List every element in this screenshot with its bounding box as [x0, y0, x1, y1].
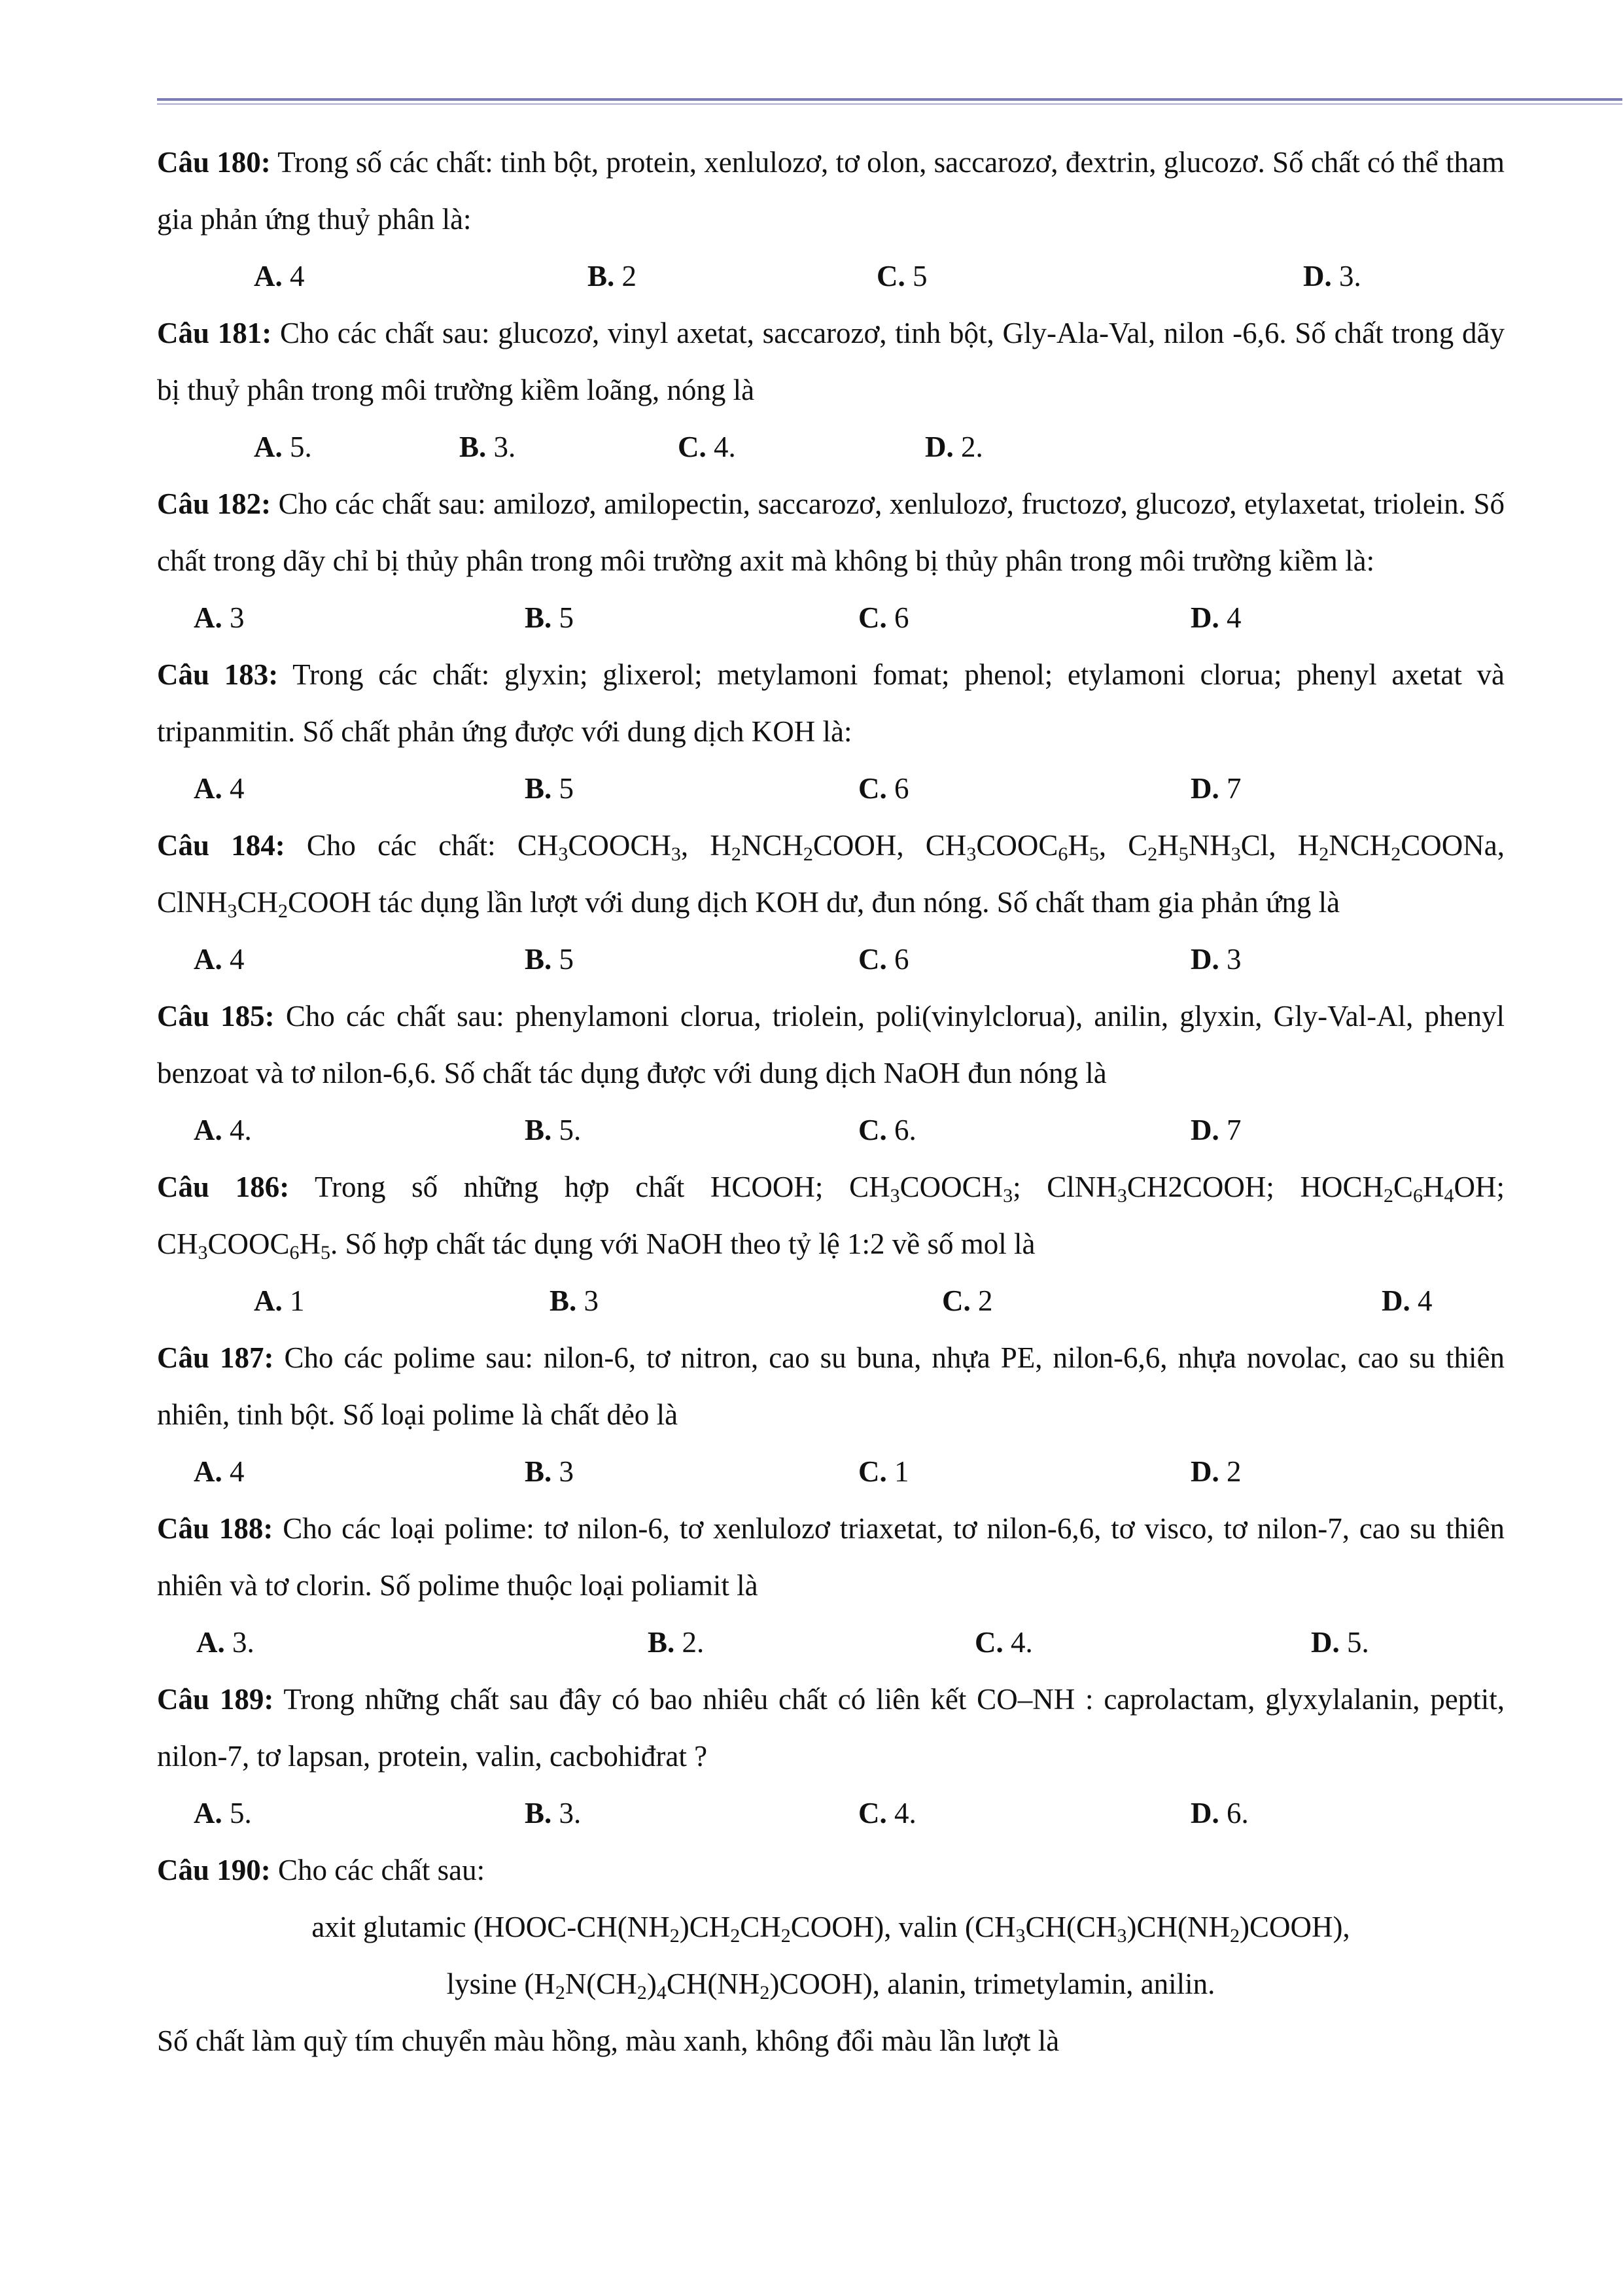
question-label: Câu 188:	[157, 1512, 273, 1545]
question-label: Câu 187:	[157, 1341, 274, 1374]
option-b: B. 3.	[459, 431, 516, 463]
options-186	[157, 1273, 1505, 1330]
question-181	[157, 305, 1505, 419]
question-189	[157, 1671, 1505, 1785]
question-text: Cho các chất sau: glucozơ, vinyl axetat, saccarozơ, tinh bột, Gly-Ala-Val, nilon -6,6. Số chất trong dãy bị thuỷ phân trong môi trường kiềm loãng, nóng là	[157, 317, 1505, 406]
option-a: A. 1	[254, 1284, 305, 1317]
question-182	[157, 476, 1505, 590]
option-b: B. 2.	[648, 1626, 705, 1659]
question-text: Cho các chất sau:	[278, 1854, 485, 1886]
option-d: D. 6.	[1191, 1797, 1249, 1829]
option-a: A. 4	[194, 772, 245, 805]
option-d: D. 2	[1191, 1455, 1242, 1488]
option-a: A. 3	[194, 601, 245, 634]
option-d: D. 7	[1191, 1114, 1242, 1146]
question-text: Cho các polime sau: nilon-6, tơ nitron, cao su buna, nhựa PE, nilon-6,6, nhựa novolac, cao su thiên nhiên, tinh bột. Số loại polime là chất dẻo là	[157, 1341, 1505, 1431]
options-188	[157, 1614, 1505, 1671]
question-190	[157, 1842, 1505, 1899]
option-b: B. 5	[525, 943, 574, 976]
option-a: A. 4	[194, 1455, 245, 1488]
option-a: A. 4	[194, 943, 245, 976]
options-183	[157, 760, 1505, 817]
options-182	[157, 590, 1505, 646]
compound-line-1: axit glutamic $(HOOC-CH(NH_2)CH_2CH_2COOH)$, valin $(CH_3CH(CH_3)CH(NH_2)COOH)$,	[311, 1911, 1350, 1947]
options-181	[157, 419, 1505, 476]
question-label: Câu 189:	[157, 1683, 274, 1716]
option-c: C. 6	[858, 601, 909, 634]
question-label: Câu 185:	[157, 1000, 275, 1033]
option-c: C. 6	[858, 943, 909, 976]
option-d: D. 7	[1191, 772, 1242, 805]
question-text: Cho các chất sau: phenylamoni clorua, triolein, poli(vinylclorua), anilin, glyxin, Gly-Val-Al, phenyl benzoat và tơ nilon-6,6. Số chất tác dụng được với dung dịch NaOH đun nóng là	[157, 1000, 1505, 1089]
option-c: C. 6.	[858, 1114, 916, 1146]
question-text: Trong những chất sau đây có bao nhiêu chất có liên kết CO–NH : caprolactam, glyxylalanin, peptit, nilon-7, tơ lapsan, protein, valin, cacbohiđrat ?	[157, 1683, 1505, 1773]
question-label: Câu 186:	[157, 1171, 290, 1203]
option-b: B. 2	[587, 260, 637, 292]
option-b: B. 5	[525, 772, 574, 805]
question-text: Trong các chất: glyxin; glixerol; metylamoni fomat; phenol; etylamoni clorua; phenyl axetat và tripanmitin. Số chất phản ứng được với dung dịch KOH là:	[157, 658, 1505, 748]
question-label: Câu 184:	[157, 829, 285, 862]
option-b: B. 5.	[525, 1114, 582, 1146]
option-d: D. 3.	[1303, 260, 1361, 292]
option-a: A. 3.	[196, 1626, 254, 1659]
question-text: Cho các loại polime: tơ nilon-6, tơ xenlulozơ triaxetat, tơ nilon-6,6, tơ visco, tơ nilon-7, cao su thiên nhiên và tơ clorin. Số polime thuộc loại poliamit là	[157, 1512, 1505, 1602]
option-a: A. 4	[254, 260, 305, 292]
option-c: C. 5	[877, 260, 928, 292]
options-184	[157, 931, 1505, 988]
question-label: Câu 182:	[157, 487, 271, 520]
question-text: Cho các chất sau: amilozơ, amilopectin, saccarozơ, xenlulozơ, fructozơ, glucozơ, etylaxetat, triolein. Số chất trong dãy chỉ bị thủy phân trong môi trường axit mà không bị thủy phân trong môi trường kiềm là:	[157, 487, 1505, 577]
question-180	[157, 134, 1505, 248]
question-text: Trong số những hợp chất HCOOH; $CH_3COOCH_3$; ClNH$_3$CH2COOH; $HOCH_2C_6H_4OH$; $CH_3COOC_6H_5$. Số hợp chất tác dụng với NaOH theo tỷ lệ 1:2 về số mol là	[157, 1171, 1505, 1263]
question-tail: Số chất làm quỳ tím chuyển màu hồng, màu xanh, không đổi màu lần lượt là	[157, 2024, 1060, 2057]
question-label: Câu 190:	[157, 1854, 271, 1886]
options-187	[157, 1443, 1505, 1500]
option-c: C. 4.	[975, 1626, 1033, 1659]
header-rule-thin	[157, 103, 1622, 105]
option-c: C. 4.	[858, 1797, 916, 1829]
options-189	[157, 1785, 1505, 1842]
option-c: C. 2	[942, 1284, 993, 1317]
option-a: A. 4.	[194, 1114, 252, 1146]
question-label: Câu 183:	[157, 658, 279, 691]
option-d: D. 4	[1382, 1284, 1433, 1317]
option-c: C. 1	[858, 1455, 909, 1488]
option-b: B. 3.	[525, 1797, 582, 1829]
option-a: A. 5.	[254, 431, 312, 463]
question-186	[157, 1159, 1505, 1273]
question-184	[157, 817, 1505, 931]
option-b: B. 3	[550, 1284, 599, 1317]
question-text: Cho các chất: $CH_3COOCH_3$, $H_2NCH_2COOH$, $CH_3COOC_6H_5$, $C_2H_5NH_3Cl$, $H_2NCH_2COONa$, $ClNH_3CH_2COOH$ tác dụng lần lượt với dung dịch KOH dư, đun nóng. Số chất tham gia phản ứng là	[157, 829, 1505, 922]
option-d: D. 2.	[925, 431, 983, 463]
question-187	[157, 1330, 1505, 1443]
option-a: A. 5.	[194, 1797, 252, 1829]
question-188	[157, 1500, 1505, 1614]
options-185	[157, 1102, 1505, 1159]
question-label: Câu 180:	[157, 146, 271, 179]
question-label: Câu 181:	[157, 317, 272, 349]
option-c: C. 6	[858, 772, 909, 805]
option-c: C. 4.	[678, 431, 736, 463]
option-b: B. 5	[525, 601, 574, 634]
header-rule	[157, 98, 1622, 101]
options-180	[157, 248, 1505, 305]
question-text: Trong số các chất: tinh bột, protein, xenlulozơ, tơ olon, saccarozơ, đextrin, glucozơ. Số chất có thể tham gia phản ứng thuỷ phân là:	[157, 146, 1505, 236]
compound-line-2: lysine $(H_2N(CH_2)_4CH(NH_2)COOH)$, alanin, trimetylamin, anilin.	[446, 1968, 1215, 2004]
option-d: D. 3	[1191, 943, 1242, 976]
option-d: D. 5.	[1311, 1626, 1369, 1659]
option-d: D. 4	[1191, 601, 1242, 634]
question-185	[157, 988, 1505, 1102]
option-b: B. 3	[525, 1455, 574, 1488]
question-183	[157, 646, 1505, 760]
document-body	[157, 134, 1505, 2070]
